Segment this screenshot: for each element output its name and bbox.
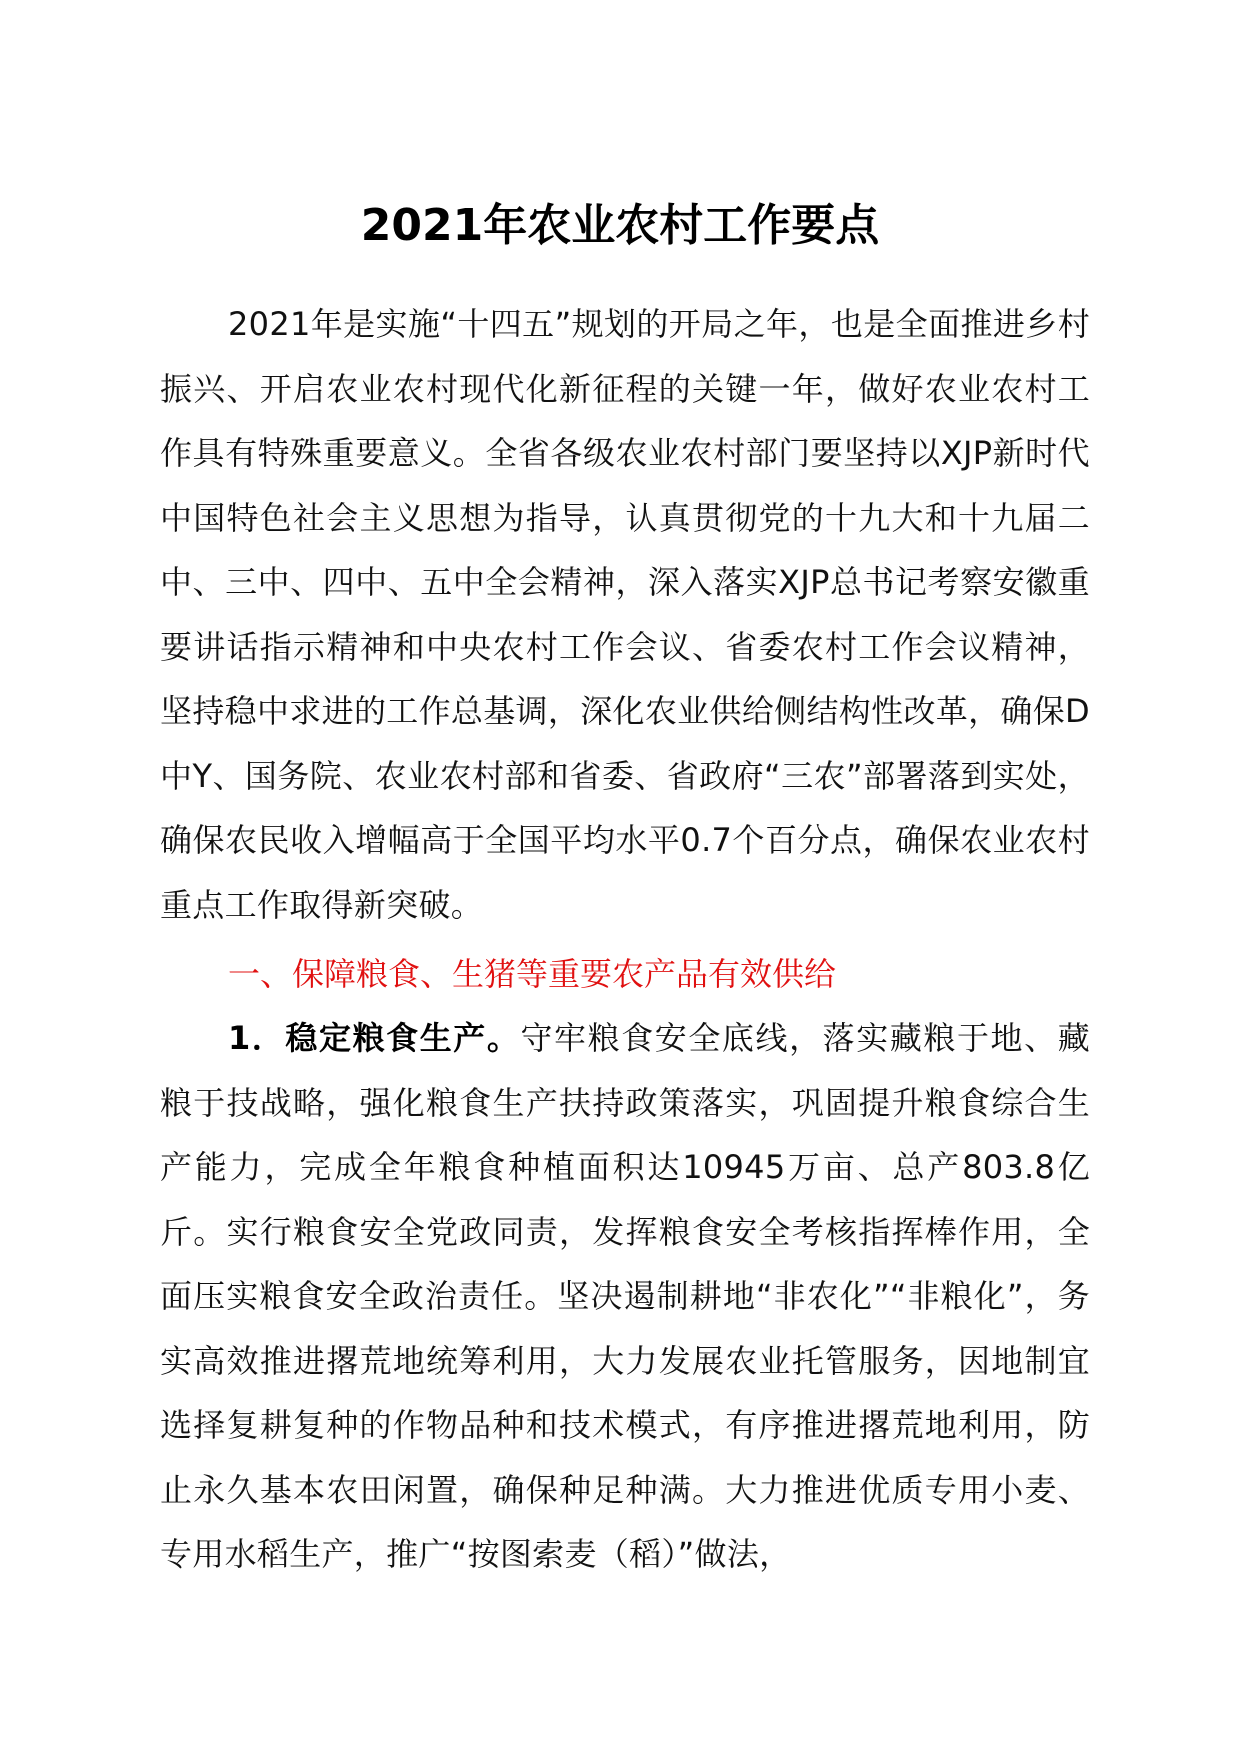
item-lead-1: 1．稳定粮食生产。 [228,1019,521,1057]
intro-paragraph: 2021年是实施“十四五”规划的开局之年，也是全面推进乡村振兴、开启农业农村现代化新征程的关键一年，做好农业农村工作具有特殊重要意义。全省各级农业农村部门要坚持以XJP新时代中国特色社会主义思想为指导，认真贯彻党的十九大和十九届二中、三中、四中、五中全会精神，深入落实XJP总书记考察安徽重要讲话指示精神和中央农村工作会议、省委农村工作会议精神，坚持稳中求进的工作总基调，深化农业供给侧结构性改革，确保D中Y、国务院、农业农村部和省委、省政府“三农”部署落到实处，确保农民收入增幅高于全国平均水平0.7个百分点，确保农业农村重点工作取得新突破。 [160,305,1090,924]
item-text-1: 守牢粮食安全底线，落实藏粮于地、藏粮于技战略，强化粮食生产扶持政策落实，巩固提升粮食综合生产能力，完成全年粮食种植面积达10945万亩、总产803.8亿斤。实行粮食安全党政同责，发挥粮食安全考核指挥棒作用，全面压实粮食安全政治责任。坚决遏制耕地“非农化”“非粮化”，务实高效推进撂荒地统筹利用，大力发展农业托管服务，因地制宜选择复耕复种的作物品种和技术模式，有序推进撂荒地利用，防止永久基本农田闲置，确保种足种满。大力推进优质专用小麦、专用水稻生产，推广“按图索麦（稻）”做法， [160,1019,1090,1573]
section-heading-1: 一、保障粮食、生猪等重要农产品有效供给 [228,955,837,993]
document-title: 2021年农业农村工作要点 [360,200,880,251]
item-paragraph-1 [160,1006,1090,1587]
